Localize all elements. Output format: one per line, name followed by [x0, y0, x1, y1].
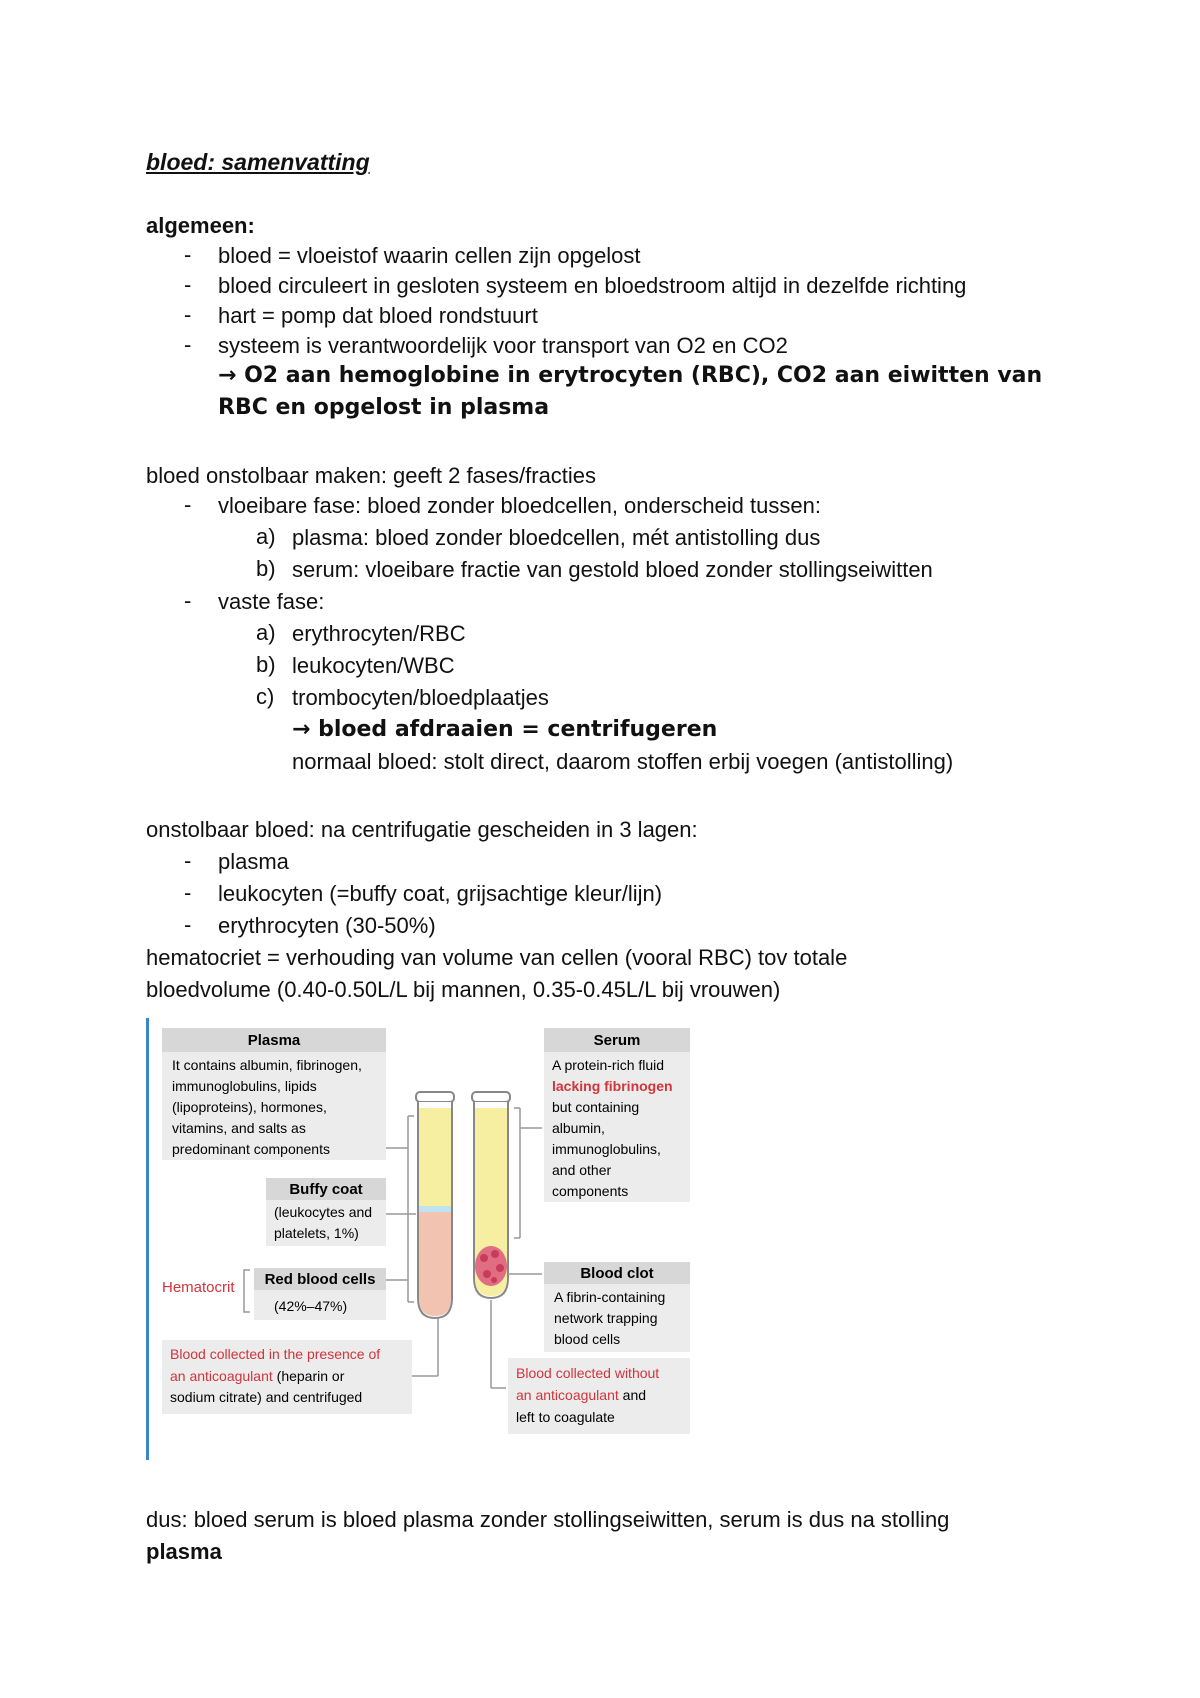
list-bullet: - — [184, 912, 192, 937]
anticoag-text: an anticoagulant (heparin or — [170, 1368, 345, 1384]
list-item: bloed circuleert in gesloten systeem en bloedstroom altijd in dezelfde richting — [218, 273, 967, 298]
page-title: bloed: samenvatting — [146, 149, 370, 175]
sub-item: plasma: bloed zonder bloedcellen, mét antistolling dus — [292, 525, 821, 550]
clot-title: Blood clot — [580, 1265, 654, 1282]
noanti-text: left to coagulate — [516, 1409, 615, 1425]
list-bullet: - — [184, 880, 192, 905]
figure-svg — [146, 1018, 710, 1460]
sub-marker: a) — [256, 620, 276, 645]
clot-text: blood cells — [554, 1331, 621, 1347]
buffy-text: (leukocytes and — [274, 1204, 373, 1220]
serum-text-highlight: lacking fibrinogen — [552, 1078, 673, 1094]
blood-tubes-figure — [146, 1018, 710, 1460]
sub-marker: c) — [256, 684, 275, 709]
definition-line: hematocriet = verhouding van volume van cellen (vooral RBC) tov totale — [146, 945, 848, 970]
list-item: systeem is verantwoordelijk voor transport van O2 en CO2 — [218, 333, 788, 358]
list-bullet: - — [184, 492, 192, 517]
serum-text: A protein-rich fluid — [552, 1057, 665, 1073]
paragraph-intro: bloed onstolbaar maken: geeft 2 fases/fracties — [146, 463, 597, 488]
rbc-title: Red blood cells — [264, 1271, 376, 1288]
list-bullet: - — [184, 272, 192, 297]
sub-marker: b) — [256, 652, 276, 677]
noanti-text: Blood collected without — [516, 1365, 660, 1381]
list-item: bloed = vloeistof waarin cellen zijn opgelost — [218, 243, 641, 268]
list-item: erythrocyten (30-50%) — [218, 913, 436, 938]
anticoag-tube — [416, 1092, 454, 1318]
sub-marker: a) — [256, 524, 276, 549]
buffy-text: platelets, 1%) — [274, 1225, 359, 1241]
list-bullet: - — [184, 588, 192, 613]
noanti-text: an anticoagulant and — [516, 1387, 647, 1403]
list-item: hart = pomp dat bloed rondstuurt — [218, 303, 538, 328]
sub-item: leukocyten/WBC — [292, 653, 455, 678]
plasma-title: Plasma — [247, 1032, 301, 1049]
sub-item: serum: vloeibare fractie van gestold bloed zonder stollingseiwitten — [292, 557, 933, 582]
list-bullet: - — [184, 332, 192, 357]
note-line: normaal bloed: stolt direct, daarom stoffen erbij voegen (antistolling) — [292, 749, 954, 774]
list-bullet: - — [184, 848, 192, 873]
anticoag-text: sodium citrate) and centrifuged — [170, 1389, 363, 1405]
list-bullet: - — [184, 302, 192, 327]
clot-text: network trapping — [554, 1310, 658, 1326]
conclusion-line: dus: bloed serum is bloed plasma zonder stollingseiwitten, serum is dus na stolling — [146, 1507, 950, 1532]
serum-text: albumin, — [552, 1120, 605, 1136]
buffy-title: Buffy coat — [289, 1181, 363, 1198]
rbc-value: (42%–47%) — [274, 1298, 348, 1314]
clot-text: A fibrin-containing — [554, 1289, 666, 1305]
paragraph-intro: onstolbaar bloed: na centrifugatie gescheiden in 3 lagen: — [146, 817, 698, 842]
sub-item: trombocyten/bloedplaatjes — [292, 685, 549, 710]
plasma-text: (lipoproteins), hormones, — [172, 1099, 327, 1115]
serum-text: but containing — [552, 1099, 640, 1115]
plasma-text: It contains albumin, fibrinogen, — [172, 1057, 362, 1073]
serum-text: immunoglobulins, — [552, 1141, 661, 1157]
arrow-note: → O2 aan hemoglobine in erytrocyten (RBC), CO2 aan eiwitten van — [218, 363, 1043, 388]
plasma-text: predominant components — [172, 1141, 330, 1157]
arrow-note: → bloed afdraaien = centrifugeren — [292, 717, 718, 742]
list-item: plasma — [218, 849, 289, 874]
serum-title: Serum — [593, 1032, 641, 1049]
serum-text: components — [552, 1183, 629, 1199]
conclusion-bold: plasma — [146, 1539, 222, 1564]
anticoag-text: Blood collected in the presence of — [170, 1346, 381, 1362]
plasma-text: immunoglobulins, lipids — [172, 1078, 317, 1094]
hematocrit-label: Hematocrit — [162, 1279, 235, 1296]
serum-text: and other — [552, 1162, 612, 1178]
clot-tube — [472, 1092, 510, 1298]
section-heading-algemeen: algemeen: — [146, 213, 255, 238]
list-item: vloeibare fase: bloed zonder bloedcellen, onderscheid tussen: — [218, 493, 821, 518]
buffy-layer — [419, 1206, 451, 1212]
arrow-note-cont: RBC en opgelost in plasma — [218, 395, 550, 420]
plasma-layer — [419, 1108, 451, 1206]
list-item: leukocyten (=buffy coat, grijsachtige kleur/lijn) — [218, 881, 663, 906]
list-item: vaste fase: — [218, 589, 325, 614]
definition-line: bloedvolume (0.40-0.50L/L bij mannen, 0.35-0.45L/L bij vrouwen) — [146, 977, 781, 1002]
sub-marker: b) — [256, 556, 276, 581]
plasma-text: vitamins, and salts as — [172, 1120, 306, 1136]
rbc-layer — [419, 1212, 451, 1316]
list-bullet: - — [184, 242, 192, 267]
sub-item: erythrocyten/RBC — [292, 621, 466, 646]
